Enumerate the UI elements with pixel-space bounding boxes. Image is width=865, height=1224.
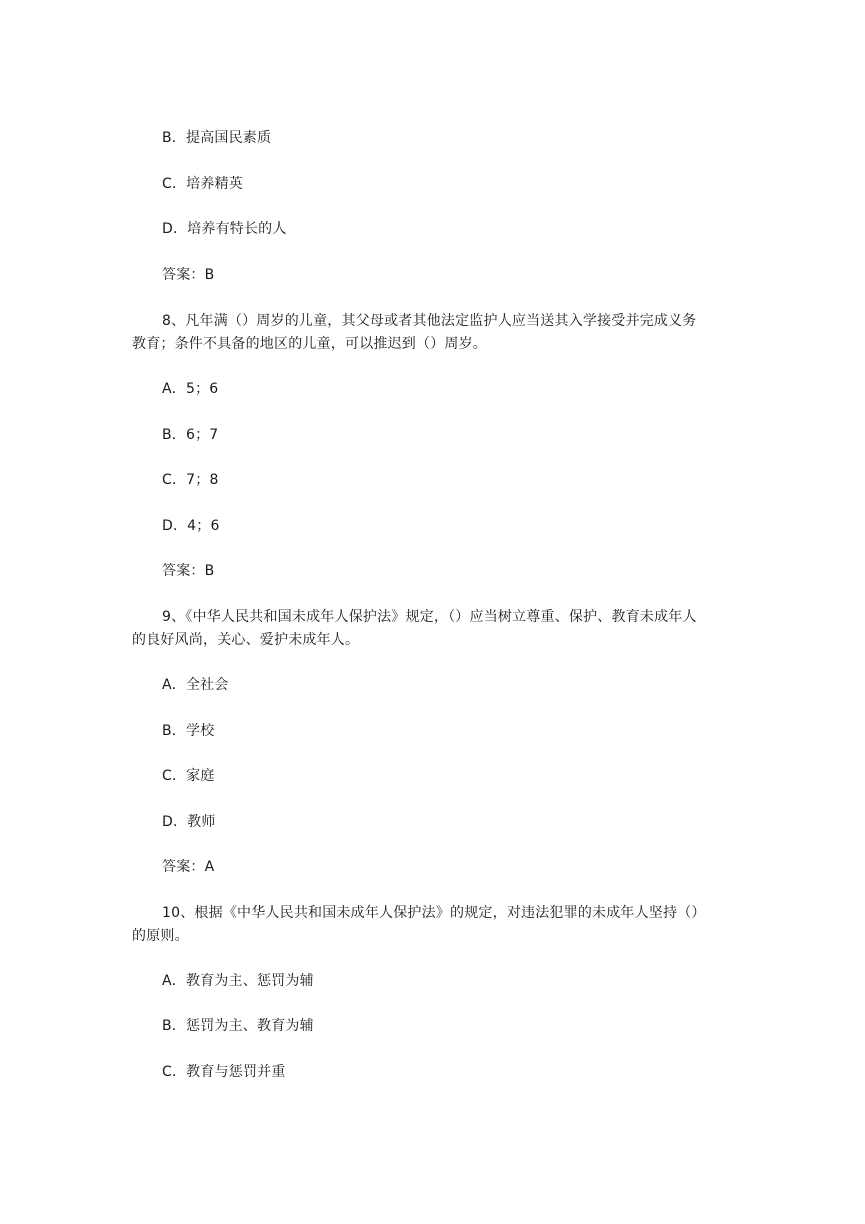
question-8-line-1: 8、凡年满（）周岁的儿童，其父母或者其他法定监护人应当送其入学接受并完成义务 [162,313,697,329]
question-10-line-2: 的原则。 [132,928,189,944]
option-b: B．6；7 [162,427,219,443]
question-10-line-1: 10、根据《中华人民共和国未成年人保护法》的规定，对违法犯罪的未成年人坚持（） [162,905,706,921]
option-c: C．7；8 [162,472,219,488]
option-c: C．教育与惩罚并重 [162,1064,286,1080]
option-c: C．家庭 [162,768,215,784]
option-a: A．教育为主、惩罚为辅 [162,973,314,989]
option-a: A．5；6 [162,381,219,397]
answer-line: 答案：B [162,563,215,579]
answer-line: 答案：B [162,267,215,283]
option-d: D．4；6 [162,518,220,534]
option-c: C．培养精英 [162,176,243,192]
answer-line: 答案：A [162,859,215,875]
option-d: D．培养有特长的人 [162,221,287,237]
question-9-line-1: 9、《中华人民共和国未成年人保护法》规定，（）应当树立尊重、保护、教育未成年人 [162,609,697,625]
question-9-line-2: 的良好风尚，关心、爱护未成年人。 [132,632,360,648]
option-d: D．教师 [162,814,216,830]
option-b: B．提高国民素质 [162,130,272,146]
option-a: A．全社会 [162,677,229,693]
question-8-line-2: 教育；条件不具备的地区的儿童，可以推迟到（）周岁。 [132,336,487,352]
option-b: B．学校 [162,723,215,739]
option-b: B．惩罚为主、教育为辅 [162,1018,314,1034]
